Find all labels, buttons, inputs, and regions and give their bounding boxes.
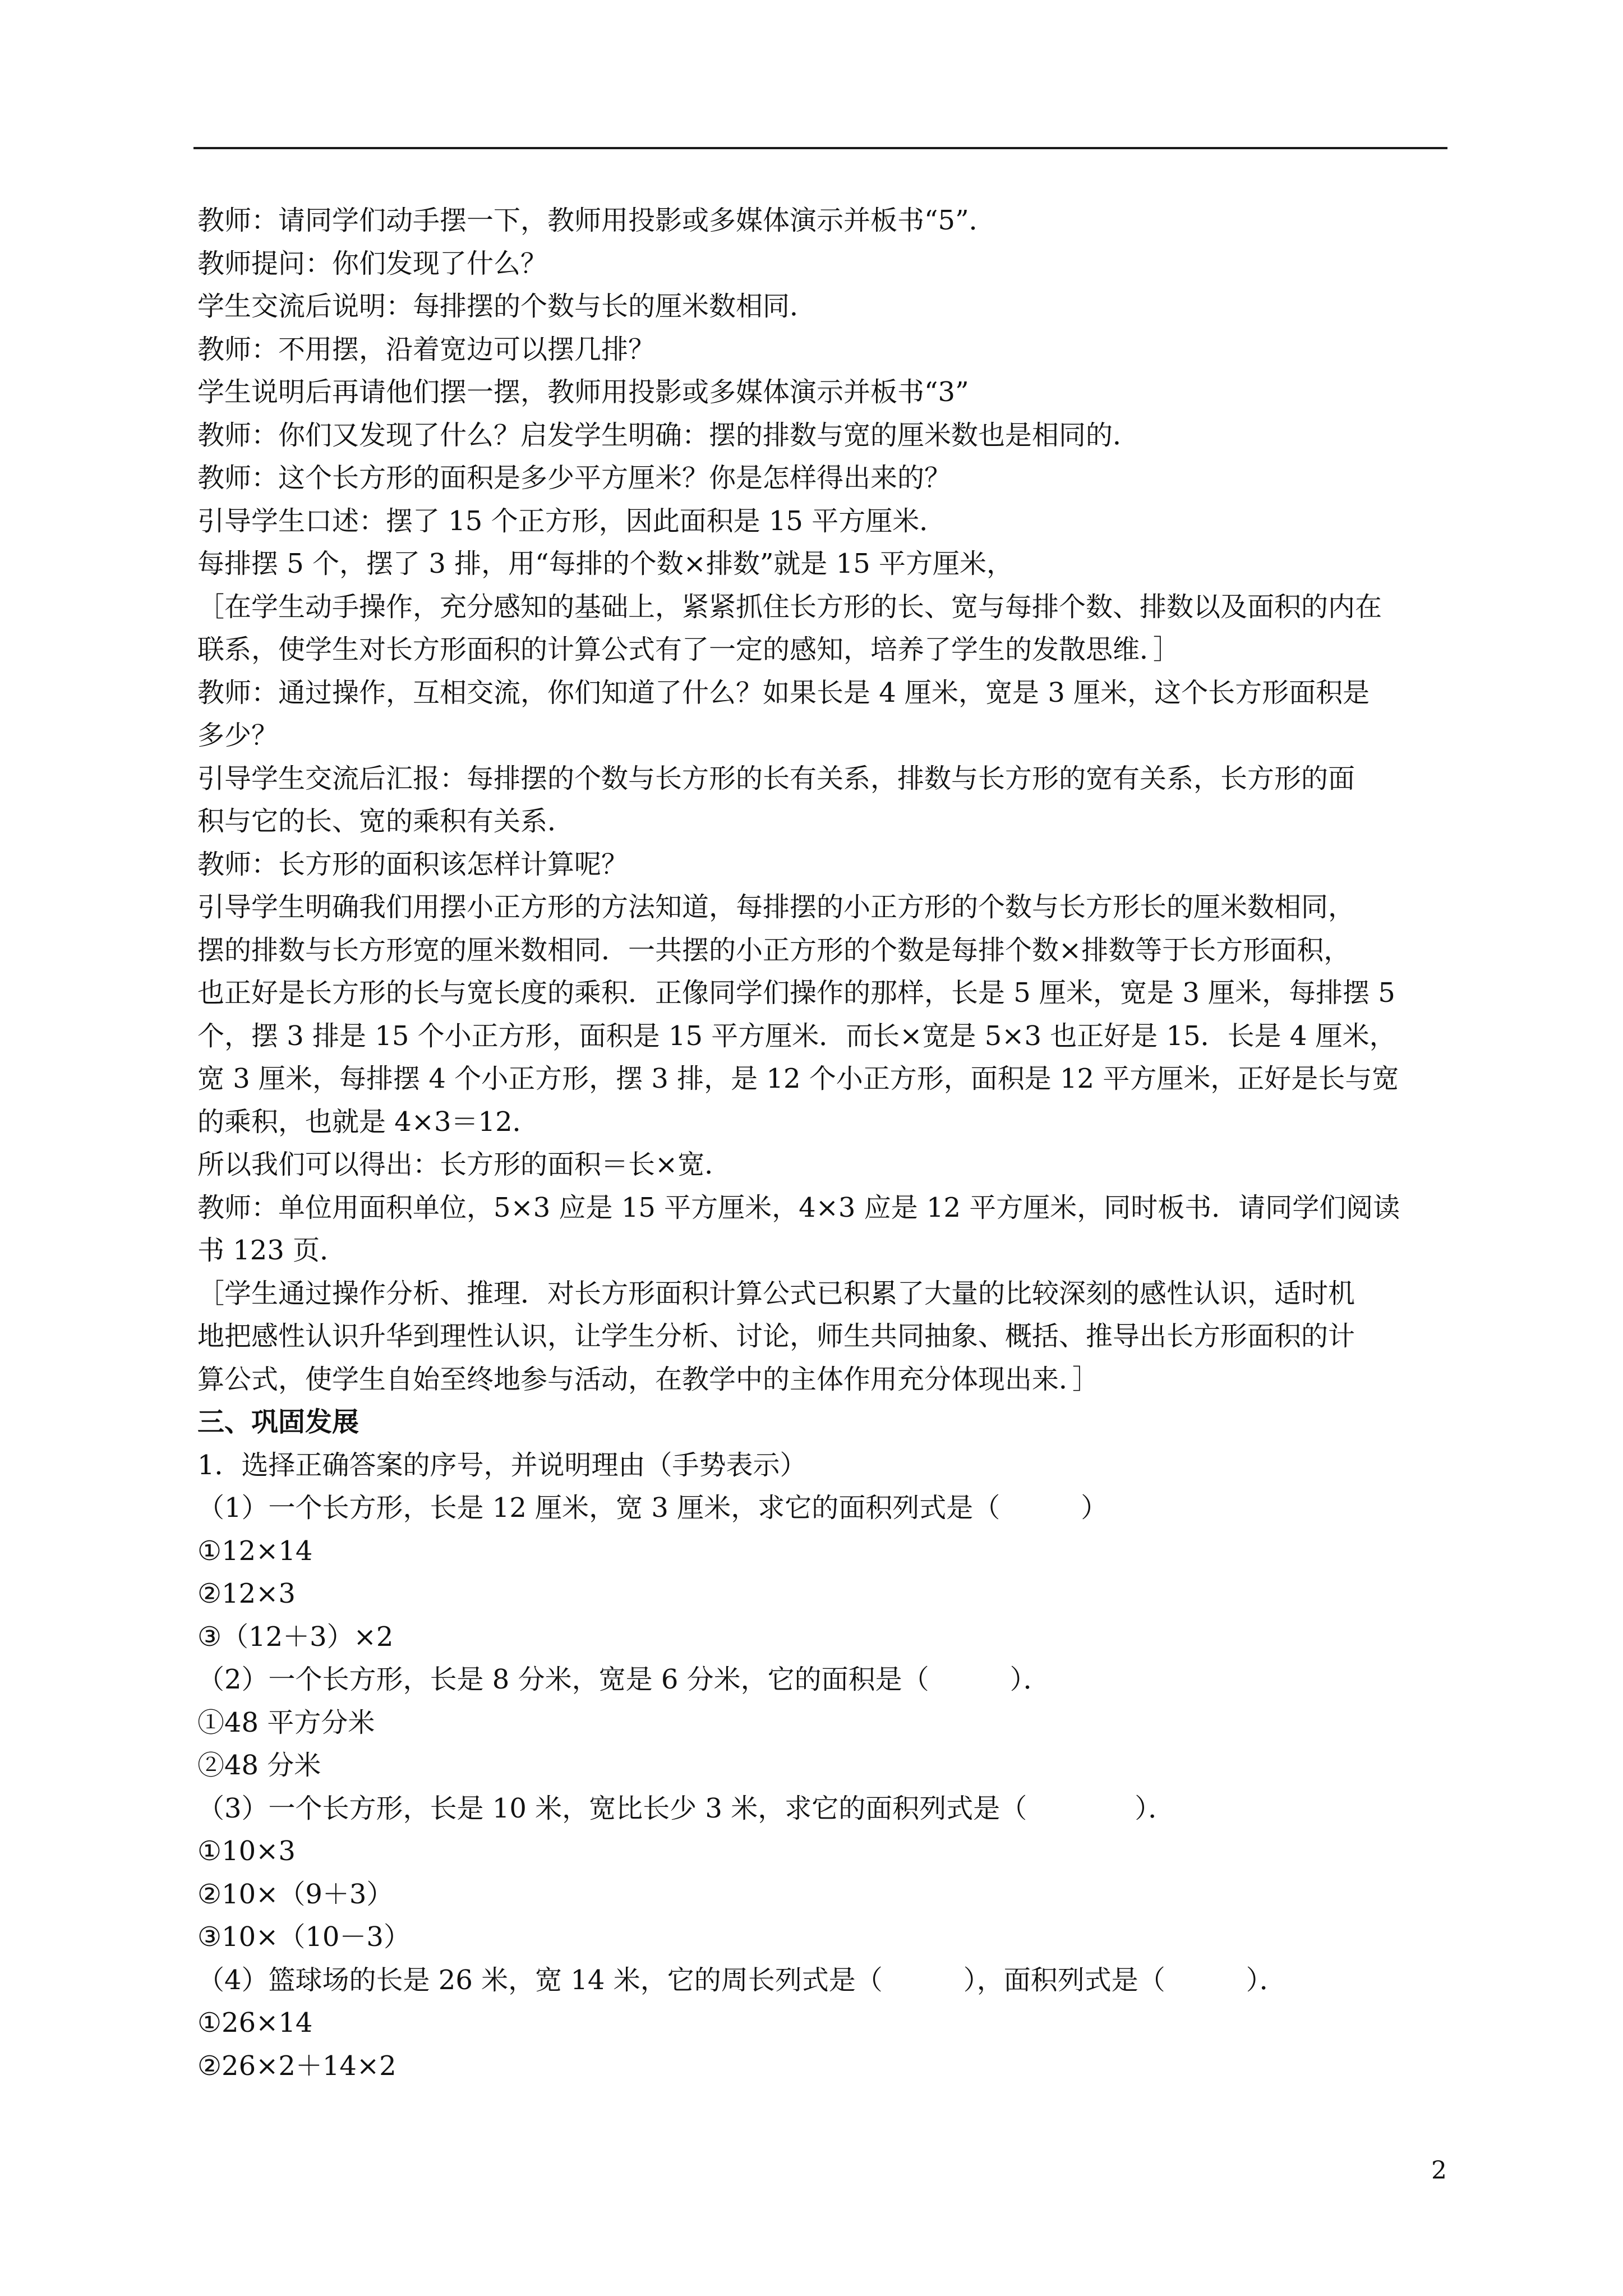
text-line: 教师：这个长方形的面积是多少平方厘米？你是怎样得出来的？ xyxy=(197,462,952,494)
text-line: ②26×2＋14×2 xyxy=(197,2050,396,2082)
text-line: ②12×3 xyxy=(197,1578,296,1609)
text-line: 联系，使学生对长方形面积的计算公式有了一定的感知，培养了学生的发散思维．］ xyxy=(197,634,1181,665)
header-rule xyxy=(193,147,1447,149)
text-line: 算公式，使学生自始至终地参与活动，在教学中的主体作用充分体现出来．］ xyxy=(197,1363,1100,1395)
text-line: （3）一个长方形，长是 10 米，宽比长少 3 米，求它的面积列式是（ ）． xyxy=(197,1792,1175,1824)
text-line: 教师：通过操作，互相交流，你们知道了什么？如果长是 4 厘米，宽是 3 厘米，这个长方形面积是 xyxy=(197,677,1370,708)
text-line: 1．选择正确答案的序号，并说明理由（手势表示） xyxy=(197,1449,807,1481)
text-line: 教师：单位用面积单位，5×3 应是 15 平方厘米，4×3 应是 12 平方厘米，同时板书．请同学们阅读 xyxy=(197,1191,1400,1223)
text-line: 学生交流后说明：每排摆的个数与长的厘米数相同． xyxy=(197,291,817,322)
text-line: 学生说明后再请他们摆一摆，教师用投影或多媒体演示并板书“3” xyxy=(197,376,969,408)
text-line: 教师：请同学们动手摆一下，教师用投影或多媒体演示并板书“5”． xyxy=(197,205,996,236)
text-line: 引导学生口述：摆了 15 个正方形，因此面积是 15 平方厘米． xyxy=(197,505,947,537)
text-line: ［学生通过操作分析、推理．对长方形面积计算公式已积累了大量的比较深刻的感性认识，适时机 xyxy=(197,1277,1355,1309)
text-line: 教师：不用摆，沿着宽边可以摆几排？ xyxy=(197,333,656,365)
text-line: 所以我们可以得出：长方形的面积＝长×宽． xyxy=(197,1149,732,1180)
text-line: ①12×14 xyxy=(197,1535,313,1567)
text-line: ③10×（10－3） xyxy=(197,1921,411,1953)
text-line: ①26×14 xyxy=(197,2007,313,2039)
text-line: （4）篮球场的长是 26 米，宽 14 米，它的周长列式是（ ），面积列式是（ ）． xyxy=(197,1964,1287,1996)
text-line: 教师：长方形的面积该怎样计算呢？ xyxy=(197,848,629,880)
text-line: ③（12＋3）×2 xyxy=(197,1621,394,1653)
text-line: 教师：你们又发现了什么？启发学生明确：摆的排数与宽的厘米数也是相同的． xyxy=(197,419,1140,451)
text-line: ②10×（9＋3） xyxy=(197,1878,394,1910)
text-line: （1）一个长方形，长是 12 厘米，宽 3 厘米，求它的面积列式是（ ） xyxy=(197,1492,1108,1524)
text-line: 宽 3 厘米，每排摆 4 个小正方形，摆 3 排，是 12 个小正方形，面积是 12 平方厘米，正好是长与宽 xyxy=(197,1063,1399,1094)
text-line: 书 123 页． xyxy=(197,1235,347,1266)
section-heading: 三、巩固发展 xyxy=(197,1406,359,1438)
text-line: ［在学生动手操作，充分感知的基础上，紧紧抓住长方形的长、宽与每排个数、排数以及面积的内在 xyxy=(197,591,1382,623)
text-line: ①48 平方分米 xyxy=(197,1706,375,1738)
text-line: 个，摆 3 排是 15 个小正方形，面积是 15 平方厘米．而长×宽是 5×3 也正好是 15．长是 4 厘米， xyxy=(197,1020,1396,1052)
text-line: ①10×3 xyxy=(197,1835,296,1867)
text-line: ②48 分米 xyxy=(197,1750,321,1781)
text-line: 每排摆 5 个，摆了 3 排，用“每排的个数×排数”就是 15 平方厘米， xyxy=(197,548,1014,579)
text-line: 积与它的长、宽的乘积有关系． xyxy=(197,806,575,837)
document-body xyxy=(197,199,1451,2087)
text-line: 摆的排数与长方形宽的厘米数相同．一共摆的小正方形的个数是每排个数×排数等于长方形面积， xyxy=(197,934,1351,966)
text-line: 教师提问：你们发现了什么？ xyxy=(197,247,548,279)
text-line: 引导学生交流后汇报：每排摆的个数与长方形的长有关系，排数与长方形的宽有关系，长方形的面 xyxy=(197,762,1355,794)
text-line: 也正好是长方形的长与宽长度的乘积．正像同学们操作的那样，长是 5 厘米，宽是 3 厘米，每排摆 5 xyxy=(197,977,1395,1009)
text-line: 引导学生明确我们用摆小正方形的方法知道，每排摆的小正方形的个数与长方形长的厘米数相同， xyxy=(197,891,1355,923)
text-line: 的乘积，也就是 4×3＝12． xyxy=(197,1106,540,1138)
page-number: 2 xyxy=(1431,2156,1447,2185)
text-line: （2）一个长方形，长是 8 分米，宽是 6 分米，它的面积是（ ）． xyxy=(197,1664,1050,1695)
text-line: 多少？ xyxy=(197,720,279,751)
text-line: 地把感性认识升华到理性认识，让学生分析、讨论，师生共同抽象、概括、推导出长方形面积的计 xyxy=(197,1320,1355,1352)
